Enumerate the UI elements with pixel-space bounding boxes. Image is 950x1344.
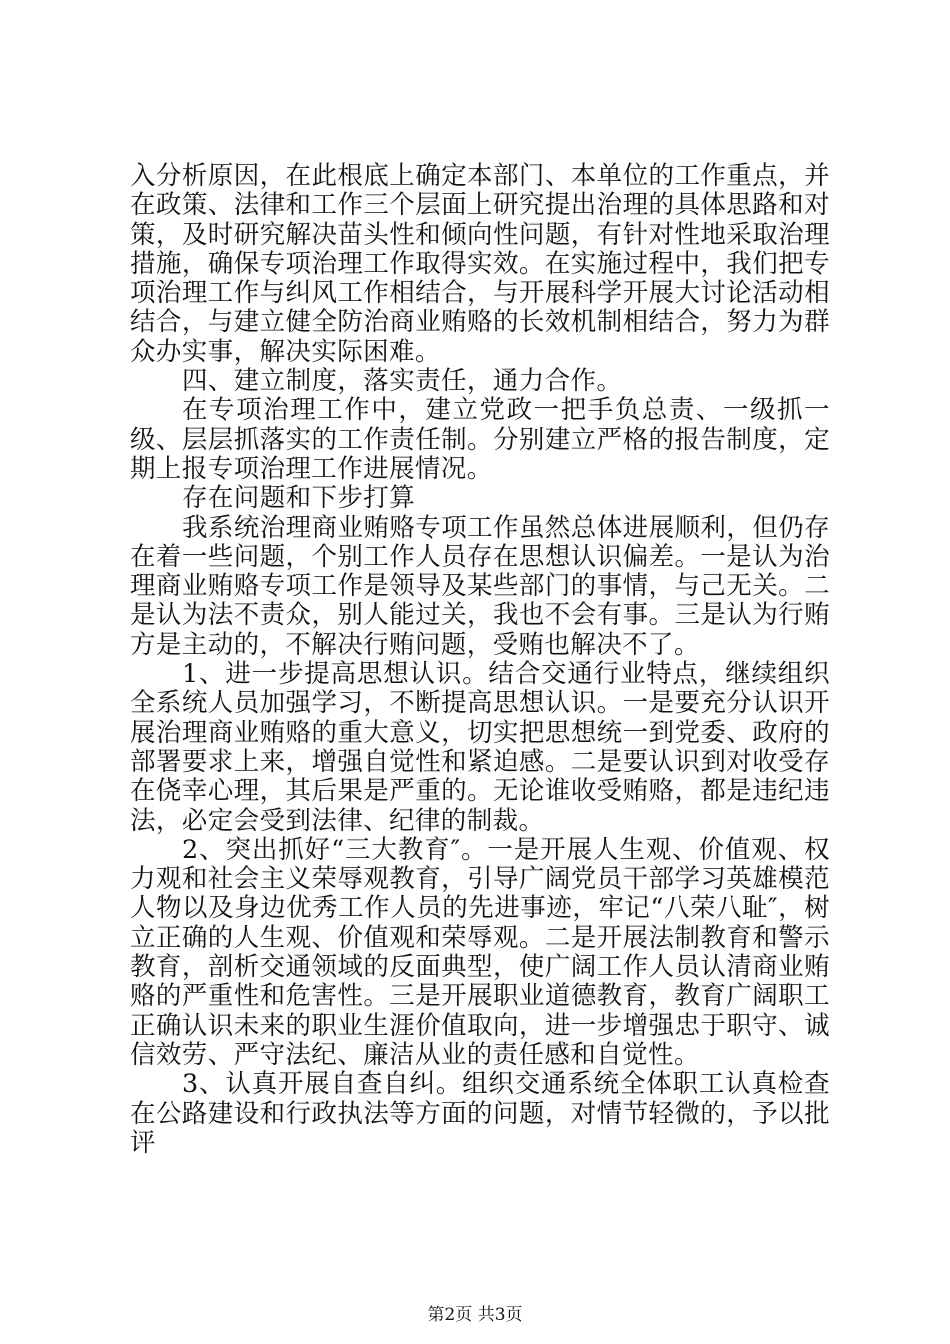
heading-establish-system: 四、建立制度，落实责任，通力合作。: [182, 366, 623, 397]
paragraph-item-3-self-inspection: 3、认真开展自查自纠。组织交通系统全体职工认真检查在公路建设和行政执法等方面的问题，对情节轻微的，予以批评: [130, 1069, 830, 1158]
heading-problems-plans: 存在问题和下步打算: [182, 483, 416, 514]
paragraph-item-1-awareness: 1、进一步提高思想认识。结合交通行业特点，继续组织全系统人员加强学习，不断提高思想认识。一是要充分认识开展治理商业贿赂的重大意义，切实把思想统一到党委、政府的部署要求上来，增强自觉性和紧迫感。二是要认识到对收受存在侥幸心理，其后果是严重的。无论谁收受贿赂，都是违纪违法，必定会受到法律、纪律的制裁。: [130, 659, 830, 836]
paragraph-item-2-education: 2、突出抓好“三大教育″。一是开展人生观、价值观、权力观和社会主义荣辱观教育，引导广阔党员干部学习英雄模范人物以及身边优秀工作人员的先进事迹，牢记“八荣八耻″，树立正确的人生观、价值观和荣辱观。二是开展法制教育和警示教育，剖析交通领域的反面典型，使广阔工作人员认清商业贿赂的严重性和危害性。三是开展职业道德教育，教育广阔职工正确认识未来的职业生涯价值取向，进一步增强忠于职守、诚信效劳、严守法纪、廉洁从业的责任感和自觉性。: [130, 834, 830, 1070]
page-number-footer: 第2页 共3页: [427, 1305, 523, 1325]
paragraph-responsibility-system: 在专项治理工作中，建立党政一把手负总责、一级抓一级、层层抓落实的工作责任制。分别建立严格的报告制度，定期上报专项治理工作进展情况。: [130, 395, 830, 484]
paragraph-causes-analysis: 入分析原因，在此根底上确定本部门、本单位的工作重点，并在政策、法律和工作三个层面上研究提出治理的具体思路和对策，及时研究解决苗头性和倾向性问题，有针对性地采取治理措施，确保专项治理工作取得实效。在实施过程中，我们把专项治理工作与纠风工作相结合，与开展科学开展大讨论活动相结合，与建立健全防治商业贿赂的长效机制相结合，努力为群众办实事，解决实际困难。: [130, 161, 830, 367]
paragraph-existing-problems: 我系统治理商业贿赂专项工作虽然总体进展顺利，但仍存在着一些问题，个别工作人员存在思想认识偏差。一是认为治理商业贿赂专项工作是领导及某些部门的事情，与己无关。二是认为法不责众，别人能过关，我也不会有事。三是认为行贿方是主动的，不解决行贿问题，受贿也解决不了。: [130, 512, 830, 660]
document-body: [130, 162, 830, 1158]
